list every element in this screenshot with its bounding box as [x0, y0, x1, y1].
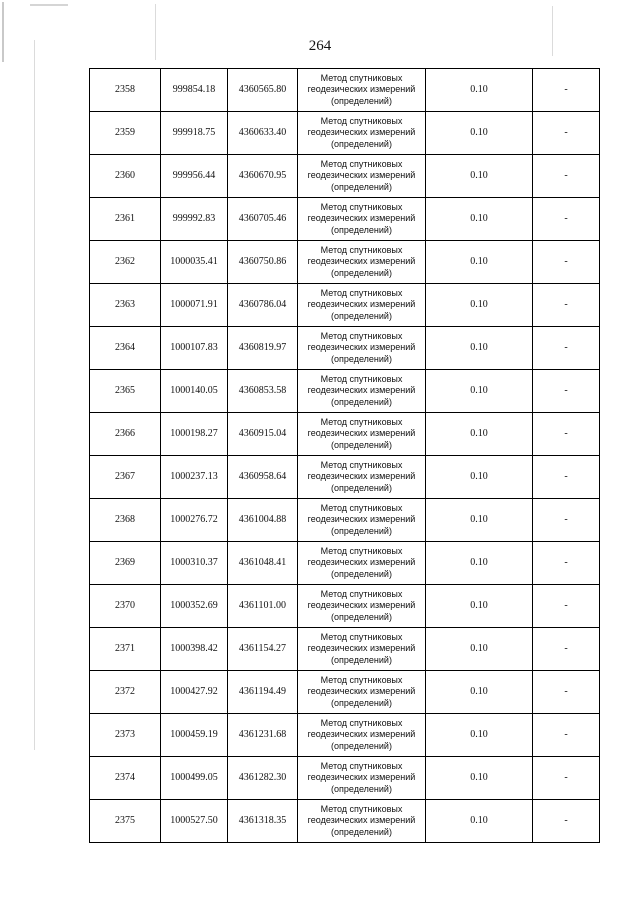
- method-line: геодезических измерений: [307, 471, 416, 482]
- table-row: [90, 370, 600, 413]
- method-line: геодезических измерений: [307, 815, 416, 826]
- method-line: геодезических измерений: [307, 84, 416, 95]
- method-line: Метод спутниковых: [320, 674, 403, 685]
- accuracy-cell: 0.10: [426, 800, 533, 843]
- description-cell: -: [533, 456, 600, 499]
- accuracy-cell: 0.10: [426, 112, 533, 155]
- description-cell: -: [533, 714, 600, 757]
- coordinate-x-cell: 1000276.72: [161, 499, 228, 542]
- method-line: (определений): [331, 654, 392, 665]
- accuracy-cell: 0.10: [426, 499, 533, 542]
- method-line: Метод спутниковых: [320, 158, 403, 169]
- point-number-cell: 2362: [90, 241, 161, 284]
- accuracy-cell: 0.10: [426, 241, 533, 284]
- coordinate-y-cell: 4360670.95: [228, 155, 298, 198]
- method-line: Метод спутниковых: [320, 72, 403, 83]
- coordinates-table: [89, 68, 600, 843]
- table-row: [90, 69, 600, 112]
- method-line: (определений): [331, 482, 392, 493]
- method-line: (определений): [331, 181, 392, 192]
- method-cell: [298, 800, 426, 843]
- coordinate-x-cell: 1000427.92: [161, 671, 228, 714]
- method-line: Метод спутниковых: [320, 244, 403, 255]
- accuracy-cell: 0.10: [426, 284, 533, 327]
- table-row: [90, 284, 600, 327]
- method-line: (определений): [331, 310, 392, 321]
- accuracy-cell: 0.10: [426, 542, 533, 585]
- method-line: геодезических измерений: [307, 299, 416, 310]
- table-row: [90, 499, 600, 542]
- method-line: Метод спутниковых: [320, 416, 403, 427]
- accuracy-cell: 0.10: [426, 757, 533, 800]
- table-row: [90, 241, 600, 284]
- description-cell: -: [533, 800, 600, 843]
- table-row: [90, 327, 600, 370]
- method-cell: [298, 456, 426, 499]
- method-line: геодезических измерений: [307, 643, 416, 654]
- coordinate-x-cell: 1000459.19: [161, 714, 228, 757]
- method-line: Метод спутниковых: [320, 373, 403, 384]
- coordinate-y-cell: 4361004.88: [228, 499, 298, 542]
- method-line: Метод спутниковых: [320, 717, 403, 728]
- accuracy-cell: 0.10: [426, 585, 533, 628]
- point-number-cell: 2367: [90, 456, 161, 499]
- method-cell: [298, 413, 426, 456]
- method-line: Метод спутниковых: [320, 287, 403, 298]
- accuracy-cell: 0.10: [426, 327, 533, 370]
- method-line: (определений): [331, 267, 392, 278]
- coordinate-y-cell: 4360565.80: [228, 69, 298, 112]
- point-number-cell: 2370: [90, 585, 161, 628]
- method-line: Метод спутниковых: [320, 588, 403, 599]
- scan-artifact-left-edge: [34, 40, 35, 750]
- coordinate-x-cell: 1000107.83: [161, 327, 228, 370]
- accuracy-cell: 0.10: [426, 370, 533, 413]
- accuracy-cell: 0.10: [426, 69, 533, 112]
- coordinate-y-cell: 4360819.97: [228, 327, 298, 370]
- method-line: геодезических измерений: [307, 385, 416, 396]
- table-row: [90, 757, 600, 800]
- table-row: [90, 198, 600, 241]
- method-line: (определений): [331, 224, 392, 235]
- description-cell: -: [533, 69, 600, 112]
- method-line: геодезических измерений: [307, 213, 416, 224]
- coordinate-y-cell: 4360705.46: [228, 198, 298, 241]
- coordinate-x-cell: 1000352.69: [161, 585, 228, 628]
- method-line: геодезических измерений: [307, 256, 416, 267]
- method-line: (определений): [331, 138, 392, 149]
- coordinate-y-cell: 4361194.49: [228, 671, 298, 714]
- point-number-cell: 2360: [90, 155, 161, 198]
- point-number-cell: 2373: [90, 714, 161, 757]
- coordinate-y-cell: 4360750.86: [228, 241, 298, 284]
- point-number-cell: 2368: [90, 499, 161, 542]
- point-number-cell: 2375: [90, 800, 161, 843]
- description-cell: -: [533, 155, 600, 198]
- table-row: [90, 413, 600, 456]
- coordinate-x-cell: 1000237.13: [161, 456, 228, 499]
- method-line: Метод спутниковых: [320, 631, 403, 642]
- method-line: геодезических измерений: [307, 729, 416, 740]
- point-number-cell: 2366: [90, 413, 161, 456]
- description-cell: -: [533, 327, 600, 370]
- description-cell: -: [533, 198, 600, 241]
- method-line: (определений): [331, 611, 392, 622]
- coordinate-y-cell: 4361282.30: [228, 757, 298, 800]
- point-number-cell: 2371: [90, 628, 161, 671]
- method-line: геодезических измерений: [307, 428, 416, 439]
- point-number-cell: 2363: [90, 284, 161, 327]
- coordinate-y-cell: 4360853.58: [228, 370, 298, 413]
- point-number-cell: 2369: [90, 542, 161, 585]
- point-number-cell: 2364: [90, 327, 161, 370]
- method-line: (определений): [331, 783, 392, 794]
- table-row: [90, 714, 600, 757]
- table-row: [90, 456, 600, 499]
- method-line: (определений): [331, 826, 392, 837]
- coordinates-table-body: [90, 69, 600, 843]
- description-cell: -: [533, 757, 600, 800]
- table-row: [90, 155, 600, 198]
- method-line: Метод спутниковых: [320, 803, 403, 814]
- accuracy-cell: 0.10: [426, 198, 533, 241]
- method-line: Метод спутниковых: [320, 459, 403, 470]
- description-cell: -: [533, 284, 600, 327]
- method-line: Метод спутниковых: [320, 330, 403, 341]
- coordinate-y-cell: 4360786.04: [228, 284, 298, 327]
- coordinate-y-cell: 4360958.64: [228, 456, 298, 499]
- coordinate-y-cell: 4360915.04: [228, 413, 298, 456]
- accuracy-cell: 0.10: [426, 413, 533, 456]
- coordinate-y-cell: 4360633.40: [228, 112, 298, 155]
- coordinate-x-cell: 1000198.27: [161, 413, 228, 456]
- table-row: [90, 628, 600, 671]
- method-line: (определений): [331, 396, 392, 407]
- method-line: (определений): [331, 697, 392, 708]
- method-line: геодезических измерений: [307, 557, 416, 568]
- description-cell: -: [533, 585, 600, 628]
- coordinate-y-cell: 4361231.68: [228, 714, 298, 757]
- method-line: (определений): [331, 439, 392, 450]
- point-number-cell: 2374: [90, 757, 161, 800]
- table-row: [90, 542, 600, 585]
- description-cell: -: [533, 370, 600, 413]
- method-line: геодезических измерений: [307, 772, 416, 783]
- method-line: геодезических измерений: [307, 514, 416, 525]
- description-cell: -: [533, 499, 600, 542]
- accuracy-cell: 0.10: [426, 456, 533, 499]
- method-cell: [298, 370, 426, 413]
- method-cell: [298, 327, 426, 370]
- method-cell: [298, 542, 426, 585]
- method-cell: [298, 499, 426, 542]
- accuracy-cell: 0.10: [426, 155, 533, 198]
- method-cell: [298, 198, 426, 241]
- method-line: (определений): [331, 95, 392, 106]
- method-line: геодезических измерений: [307, 342, 416, 353]
- table-row: [90, 585, 600, 628]
- coordinate-x-cell: 1000310.37: [161, 542, 228, 585]
- point-number-cell: 2359: [90, 112, 161, 155]
- coordinate-x-cell: 1000527.50: [161, 800, 228, 843]
- table-row: [90, 671, 600, 714]
- description-cell: -: [533, 671, 600, 714]
- method-cell: [298, 757, 426, 800]
- method-line: геодезических измерений: [307, 127, 416, 138]
- coordinate-y-cell: 4361154.27: [228, 628, 298, 671]
- method-cell: [298, 585, 426, 628]
- method-line: геодезических измерений: [307, 686, 416, 697]
- point-number-cell: 2365: [90, 370, 161, 413]
- description-cell: -: [533, 413, 600, 456]
- method-cell: [298, 284, 426, 327]
- coordinate-x-cell: 1000071.91: [161, 284, 228, 327]
- coordinate-x-cell: 999854.18: [161, 69, 228, 112]
- point-number-cell: 2372: [90, 671, 161, 714]
- method-line: (определений): [331, 525, 392, 536]
- method-line: геодезических измерений: [307, 600, 416, 611]
- method-cell: [298, 671, 426, 714]
- method-line: Метод спутниковых: [320, 115, 403, 126]
- description-cell: -: [533, 542, 600, 585]
- method-line: Метод спутниковых: [320, 502, 403, 513]
- method-line: Метод спутниковых: [320, 201, 403, 212]
- page-number: 264: [308, 38, 332, 54]
- coordinate-x-cell: 999918.75: [161, 112, 228, 155]
- table-row: [90, 800, 600, 843]
- method-line: геодезических измерений: [307, 170, 416, 181]
- method-line: Метод спутниковых: [320, 545, 403, 556]
- method-line: (определений): [331, 353, 392, 364]
- accuracy-cell: 0.10: [426, 671, 533, 714]
- coordinate-y-cell: 4361101.00: [228, 585, 298, 628]
- method-line: (определений): [331, 568, 392, 579]
- method-cell: [298, 241, 426, 284]
- method-line: Метод спутниковых: [320, 760, 403, 771]
- coordinate-x-cell: 1000398.42: [161, 628, 228, 671]
- description-cell: -: [533, 628, 600, 671]
- method-cell: [298, 69, 426, 112]
- method-cell: [298, 155, 426, 198]
- scan-artifact-top-bar: [30, 4, 68, 6]
- method-line: (определений): [331, 740, 392, 751]
- description-cell: -: [533, 241, 600, 284]
- method-cell: [298, 714, 426, 757]
- coordinate-x-cell: 1000035.41: [161, 241, 228, 284]
- accuracy-cell: 0.10: [426, 628, 533, 671]
- description-cell: -: [533, 112, 600, 155]
- coordinate-y-cell: 4361048.41: [228, 542, 298, 585]
- coordinate-y-cell: 4361318.35: [228, 800, 298, 843]
- coordinate-x-cell: 999956.44: [161, 155, 228, 198]
- point-number-cell: 2358: [90, 69, 161, 112]
- method-cell: [298, 628, 426, 671]
- method-cell: [298, 112, 426, 155]
- coordinate-x-cell: 999992.83: [161, 198, 228, 241]
- coordinate-x-cell: 1000140.05: [161, 370, 228, 413]
- table-row: [90, 112, 600, 155]
- coordinate-x-cell: 1000499.05: [161, 757, 228, 800]
- accuracy-cell: 0.10: [426, 714, 533, 757]
- point-number-cell: 2361: [90, 198, 161, 241]
